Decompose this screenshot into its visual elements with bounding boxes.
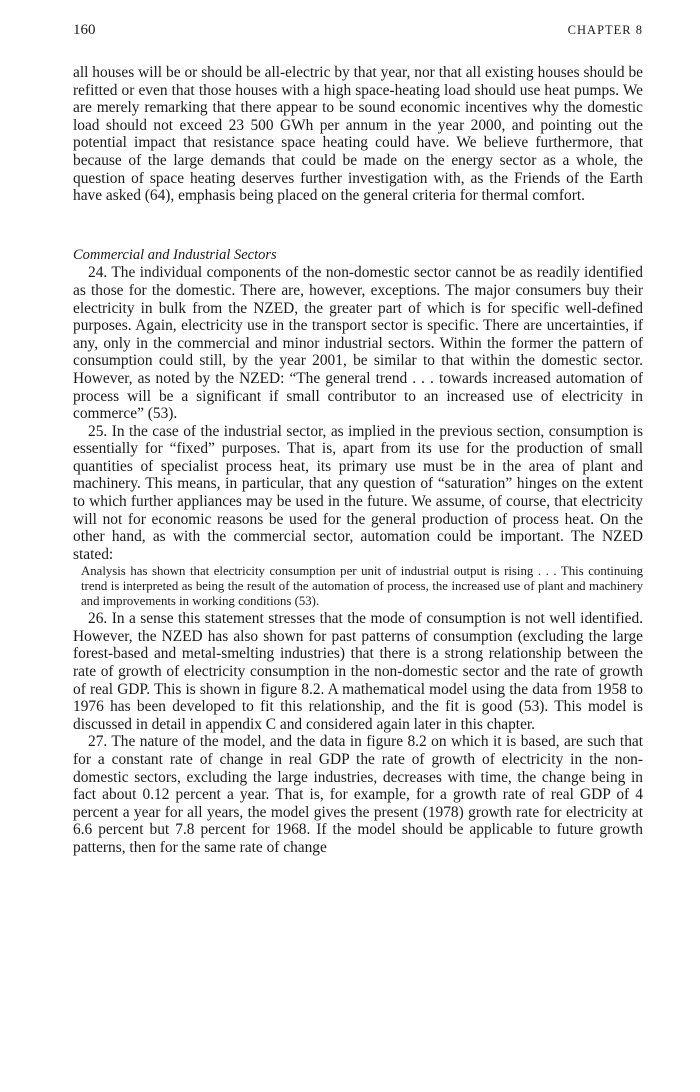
paragraph-25: 25. In the case of the industrial sector, as implied in the previous section, consumption is essentially for “fixed” purposes. That is, apart from its use for the production of small quantities of specialist process heat, its primary use must be in the area of plant and machinery. This means, in particular, that any question of “saturation” hinges on the extent to which further appliances may be used in the future. We assume, of course, that electricity will not for economic reasons be used for the general production of process heat. On the other hand, as with the commercial sector, automation could be important. The NZED stated: — [73, 422, 643, 563]
page-number: 160 — [73, 22, 96, 38]
chapter-label: CHAPTER 8 — [567, 23, 643, 37]
book-page — [73, 20, 643, 857]
paragraph-24: 24. The individual components of the non-domestic sector cannot be as readily identified as those for the domestic. There are, however, exceptions. The major consumers buy their electricity in bulk from the NZED, the greater part of which is for specific well-defined purposes. Again, electricity use in the transport sector is specific. There are uncertainties, if any, only in the commercial and minor industrial sectors. Within the former the pattern of consumption could still, by the year 2001, be similar to that within the domestic sector. However, as noted by the NZED: “The general trend . . . towards increased automation of process will be a significant if small contributor to an increased use of electricity in commerce” (53). — [73, 264, 643, 423]
section-heading: Commercial and Industrial Sectors — [73, 246, 277, 263]
paragraph-27: 27. The nature of the model, and the data in figure 8.2 on which it is based, are such that for a constant rate of change in real GDP the rate of growth of electricity in the non-domestic sectors, excluding the large industries, decreases with time, the change being in fact about 0.12 percent a year. That is, for example, for a growth rate of real GDP of 4 percent a year for all years, the model gives the present (1978) growth rate for electricity at 6.6 percent but 7.8 percent for 1968. If the model should be applicable to future growth patterns, then for the same rate of change — [73, 733, 643, 856]
opening-paragraph: all houses will be or should be all-electric by that year, nor that all existing houses should be refitted or even that those houses with a high space-heating load should use heat pumps. We are merely remarking that there appear to be sound economic incentives why the domestic load should not exceed 23 500 GWh per annum in the year 2000, and pointing out the potential impact that resistance space heating could have. We believe furthermore, that because of the large demands that could be made on the energy sector as a whole, the question of space heating deserves further investigation with, as the Friends of the Earth have asked (64), emphasis being placed on the general criteria for thermal comfort. — [73, 64, 643, 205]
block-quote: Analysis has shown that electricity consumption per unit of industrial output is rising . . . This continuing trend is interpreted as being the result of the automation of process, the increased use of plant and machinery and improvements in working conditions (53). — [81, 564, 643, 608]
running-head — [73, 20, 643, 40]
paragraph-26: 26. In a sense this statement stresses that the mode of consumption is not well identified. However, the NZED has also shown for past patterns of consumption (excluding the large forest-based and metal-smelting industries) that there is a strong relationship between the rate of growth of electricity consumption in the non-domestic sector and the rate of growth of real GDP. This is shown in figure 8.2. A mathematical model using the data from 1958 to 1976 has been developed to fit this relationship, and the fit is good (53). This model is discussed in detail in appendix C and considered again later in this chapter. — [73, 610, 643, 733]
